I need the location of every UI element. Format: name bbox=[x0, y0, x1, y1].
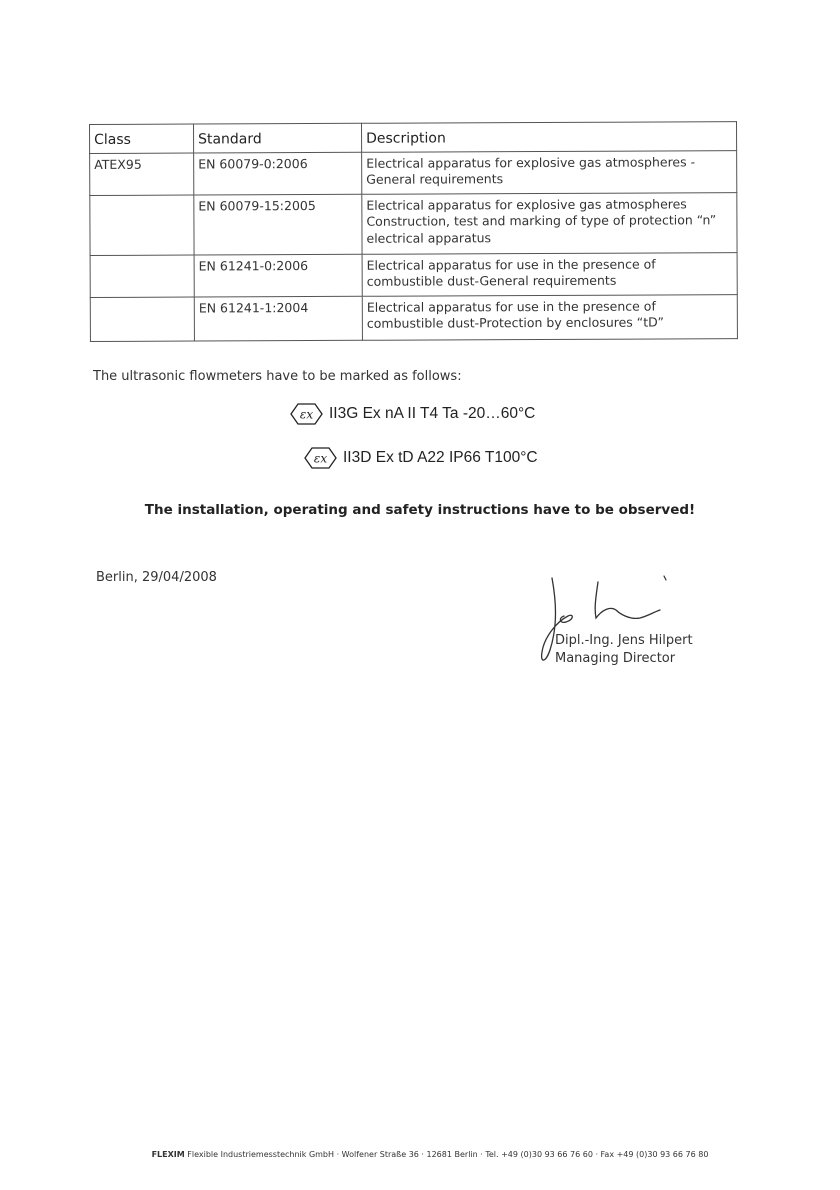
cell-class bbox=[90, 195, 194, 255]
cell-description: Electrical apparatus for use in the presence of combustible dust-Protection by enclosures “tD” bbox=[362, 295, 737, 341]
ex-atex-icon bbox=[304, 446, 337, 470]
svg-text:εx: εx bbox=[299, 407, 314, 422]
company-footer bbox=[0, 1150, 840, 1159]
header-standard: Standard bbox=[194, 123, 362, 153]
marking-intro-text: The ultrasonic flowmeters have to be marked as follows: bbox=[93, 369, 462, 384]
signer-name: Dipl.-Ing. Jens Hilpert bbox=[555, 633, 693, 648]
cell-description: Electrical apparatus for explosive gas atmospheres - General requirements bbox=[362, 151, 737, 195]
footer-company: FLEXIM bbox=[151, 1150, 185, 1159]
cell-standard: EN 60079-0:2006 bbox=[194, 152, 362, 195]
marking-line-gas bbox=[290, 402, 535, 426]
place-date: Berlin, 29/04/2008 bbox=[96, 570, 217, 585]
standards-table bbox=[89, 121, 738, 342]
cell-standard: EN 61241-0:2006 bbox=[194, 254, 362, 297]
table-header-row bbox=[90, 122, 737, 154]
marking-text: II3G Ex nA II T4 Ta -20…60°C bbox=[329, 405, 536, 422]
cell-standard: EN 60079-15:2005 bbox=[194, 194, 362, 255]
table-row bbox=[90, 193, 737, 256]
header-description: Description bbox=[361, 122, 736, 153]
cell-description: Electrical apparatus for explosive gas atmospheres Construction, test and marking of type of protection “n” electrical apparatus bbox=[362, 193, 737, 255]
header-class: Class bbox=[90, 124, 194, 153]
ex-atex-icon bbox=[290, 402, 323, 426]
table-row bbox=[90, 295, 737, 342]
svg-text:εx: εx bbox=[313, 451, 328, 466]
table-row bbox=[90, 151, 737, 196]
footer-details: Flexible Industriemesstechnik GmbH · Wolfener Straße 36 · 12681 Berlin · Tel. +49 (0)30 93 66 76 60 · Fax +49 (0)30 93 66 76 80 bbox=[187, 1150, 709, 1159]
cell-class bbox=[90, 297, 194, 341]
signer-title: Managing Director bbox=[555, 651, 676, 666]
marking-line-dust bbox=[304, 446, 538, 470]
cell-class bbox=[90, 255, 194, 297]
marking-text: II3D Ex tD A22 IP66 T100°C bbox=[343, 449, 538, 466]
safety-notice: The installation, operating and safety instructions have to be observed! bbox=[144, 502, 696, 518]
cell-standard: EN 61241-1:2004 bbox=[194, 296, 362, 341]
cell-class: ATEX95 bbox=[90, 153, 194, 195]
cell-description: Electrical apparatus for use in the presence of combustible dust-General requirements bbox=[362, 253, 737, 297]
table-row bbox=[90, 253, 737, 298]
